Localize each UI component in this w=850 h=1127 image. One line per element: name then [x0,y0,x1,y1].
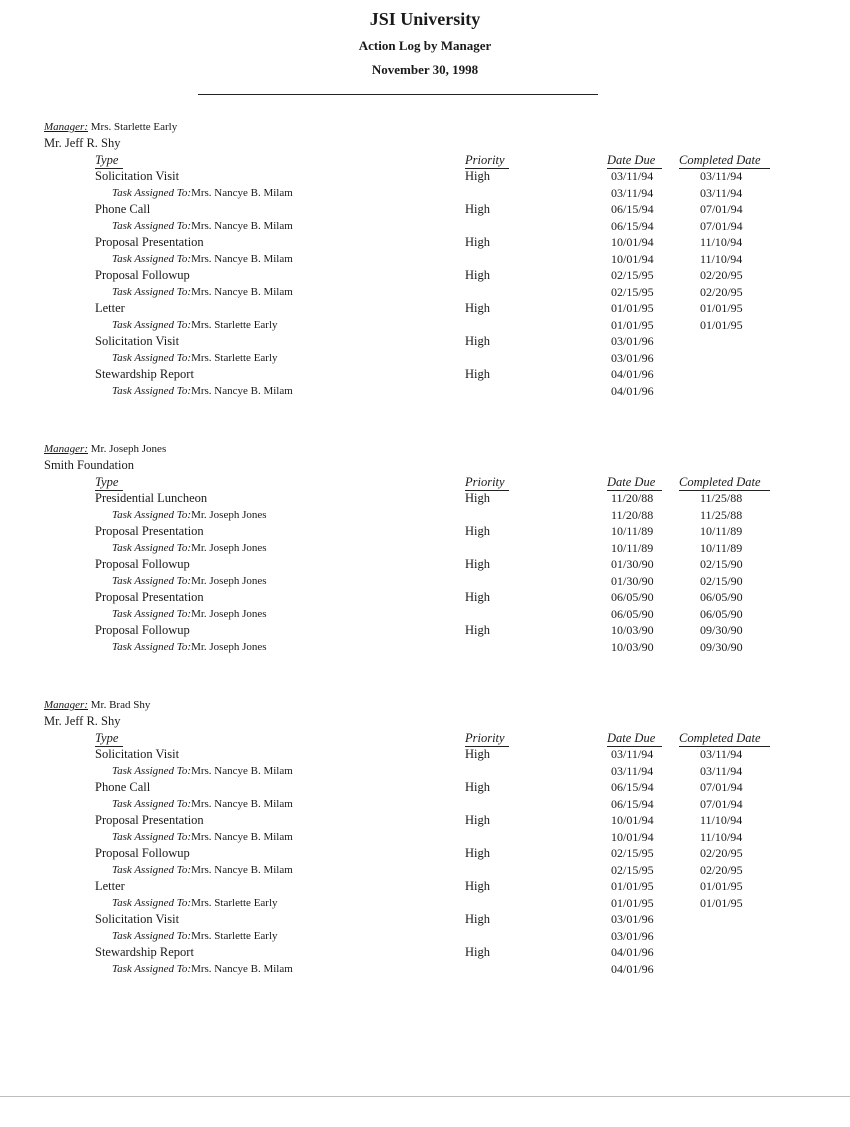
action-row [0,589,850,606]
action-date-due: 03/11/94 [611,747,654,761]
date-due-column-header: Date Due [607,730,662,747]
action-type: Solicitation Visit [95,334,180,348]
action-priority: High [465,945,490,959]
action-completed-date: 01/01/95 [700,879,743,893]
action-completed-date: 07/01/94 [700,202,743,216]
action-date-due: 01/30/90 [611,557,654,571]
task-date-due: 10/01/94 [611,829,654,844]
task-completed-date: 07/01/94 [700,796,743,811]
action-type: Phone Call [95,202,151,216]
action-date-due: 06/15/94 [611,780,654,794]
action-date-due: 03/01/96 [611,334,654,348]
type-column-header: Type [95,474,123,491]
task-date-due: 11/20/88 [611,507,654,522]
task-assigned-label: Task Assigned To: [112,640,192,653]
action-completed-date: 01/01/95 [700,301,743,315]
manager-line [44,697,850,713]
action-row [0,622,850,639]
task-assignee: Mr. Joseph Jones [191,640,267,653]
action-priority: High [465,491,490,505]
action-row [0,779,850,796]
action-priority: High [465,846,490,860]
account-name: Smith Foundation [44,458,134,472]
header-divider [198,94,598,95]
task-date-due: 04/01/96 [611,383,654,398]
task-completed-date: 01/01/95 [700,317,743,332]
task-assigned [112,540,267,557]
task-date-due: 01/01/95 [611,317,654,332]
task-completed-date: 07/01/94 [700,218,743,233]
task-assignee: Mrs. Nancye B. Milam [191,384,293,397]
task-assigned [112,284,293,301]
task-assigned-row [0,383,850,400]
task-assigned-label: Task Assigned To: [112,830,192,843]
task-completed-date: 02/15/90 [700,573,743,588]
task-assigned [112,796,293,813]
manager-section [0,119,850,399]
manager-sections [0,119,850,1019]
task-assignee: Mrs. Nancye B. Milam [191,285,293,298]
task-assignee: Mrs. Nancye B. Milam [191,219,293,232]
task-completed-date: 11/10/94 [700,829,743,844]
task-assignee: Mrs. Starlette Early [191,896,278,909]
task-date-due: 01/01/95 [611,895,654,910]
action-date-due: 02/15/95 [611,846,654,860]
task-assigned [112,350,278,367]
action-completed-date: 02/15/90 [700,557,743,571]
task-assigned [112,383,293,400]
task-assigned-label: Task Assigned To: [112,574,192,587]
account-name: Mr. Jeff R. Shy [44,714,121,728]
task-assigned-label: Task Assigned To: [112,285,192,298]
action-priority: High [465,747,490,761]
action-row [0,911,850,928]
action-priority: High [465,334,490,348]
manager-line [44,441,850,457]
action-row [0,168,850,185]
action-date-due: 03/01/96 [611,912,654,926]
task-assigned [112,639,267,656]
action-priority: High [465,235,490,249]
manager-label: Manager: [44,443,88,455]
action-type: Proposal Followup [95,557,190,571]
action-row [0,300,850,317]
manager-section [0,441,850,655]
task-date-due: 06/15/94 [611,796,654,811]
task-assignee: Mr. Joseph Jones [191,541,267,554]
action-date-due: 03/11/94 [611,169,654,183]
task-date-due: 10/01/94 [611,251,654,266]
task-assigned-row [0,796,850,813]
priority-column-header: Priority [465,730,509,747]
task-assignee: Mrs. Nancye B. Milam [191,830,293,843]
task-completed-date: 02/20/95 [700,862,743,877]
task-assigned-row [0,284,850,301]
task-assignee: Mrs. Starlette Early [191,351,278,364]
task-assigned [112,763,293,780]
action-completed-date: 02/20/95 [700,268,743,282]
task-date-due: 10/11/89 [611,540,654,555]
task-assigned-row [0,573,850,590]
action-date-due: 10/01/94 [611,813,654,827]
action-completed-date: 02/20/95 [700,846,743,860]
task-assignee: Mrs. Nancye B. Milam [191,186,293,199]
action-priority: High [465,524,490,538]
manager-label: Manager: [44,699,88,711]
action-row [0,812,850,829]
action-priority: High [465,202,490,216]
task-completed-date: 01/01/95 [700,895,743,910]
task-assigned-label: Task Assigned To: [112,962,192,975]
task-assigned-label: Task Assigned To: [112,863,192,876]
task-assignee: Mr. Joseph Jones [191,508,267,521]
task-date-due: 03/01/96 [611,350,654,365]
task-completed-date: 06/05/90 [700,606,743,621]
account-name: Mr. Jeff R. Shy [44,136,121,150]
task-date-due: 03/01/96 [611,928,654,943]
task-assigned-row [0,218,850,235]
task-assigned [112,251,293,268]
manager-label: Manager: [44,121,88,133]
column-headers [0,730,850,746]
task-date-due: 01/30/90 [611,573,654,588]
completed-date-column-header: Completed Date [679,730,770,747]
action-date-due: 04/01/96 [611,367,654,381]
column-headers [0,474,850,490]
action-row [0,523,850,540]
action-date-due: 11/20/88 [611,491,654,505]
task-completed-date: 02/20/95 [700,284,743,299]
action-date-due: 02/15/95 [611,268,654,282]
action-date-due: 10/11/89 [611,524,654,538]
column-headers [0,152,850,168]
task-assignee: Mrs. Nancye B. Milam [191,797,293,810]
task-assignee: Mrs. Nancye B. Milam [191,764,293,777]
action-priority: High [465,367,490,381]
task-assigned-row [0,961,850,978]
action-priority: High [465,879,490,893]
date-due-column-header: Date Due [607,152,662,169]
task-assigned-row [0,317,850,334]
action-priority: High [465,268,490,282]
task-assignee: Mrs. Starlette Early [191,318,278,331]
action-type: Proposal Presentation [95,813,204,827]
action-row [0,878,850,895]
task-date-due: 10/03/90 [611,639,654,654]
action-row [0,333,850,350]
action-type: Stewardship Report [95,367,194,381]
page-bottom-edge [0,1096,850,1097]
action-completed-date: 11/10/94 [700,235,743,249]
action-type: Solicitation Visit [95,169,180,183]
task-assigned [112,573,267,590]
task-assigned-row [0,895,850,912]
task-assigned-label: Task Assigned To: [112,318,192,331]
manager-section [0,697,850,977]
action-completed-date: 10/11/89 [700,524,743,538]
action-date-due: 01/01/95 [611,879,654,893]
task-assigned [112,507,267,524]
task-assigned-row [0,185,850,202]
action-type: Solicitation Visit [95,912,180,926]
action-date-due: 10/03/90 [611,623,654,637]
action-type: Proposal Presentation [95,235,204,249]
manager-name: Mr. Brad Shy [90,699,151,711]
manager-line [44,119,850,135]
action-row [0,201,850,218]
task-assigned-row [0,928,850,945]
type-column-header: Type [95,152,123,169]
action-type: Proposal Followup [95,846,190,860]
task-assigned-label: Task Assigned To: [112,252,192,265]
action-priority: High [465,301,490,315]
manager-name: Mrs. Starlette Early [90,121,178,133]
completed-date-column-header: Completed Date [679,152,770,169]
action-date-due: 01/01/95 [611,301,654,315]
task-assigned [112,928,278,945]
task-assigned-label: Task Assigned To: [112,929,192,942]
task-assigned-row [0,862,850,879]
action-priority: High [465,623,490,637]
action-completed-date: 03/11/94 [700,747,743,761]
action-type: Phone Call [95,780,151,794]
task-assigned-label: Task Assigned To: [112,384,192,397]
action-row [0,490,850,507]
task-assigned-label: Task Assigned To: [112,541,192,554]
priority-column-header: Priority [465,474,509,491]
completed-date-column-header: Completed Date [679,474,770,491]
action-type: Letter [95,301,125,315]
action-date-due: 04/01/96 [611,945,654,959]
task-assigned-row [0,251,850,268]
action-row [0,746,850,763]
action-completed-date: 11/10/94 [700,813,743,827]
action-list [0,168,850,399]
action-priority: High [465,780,490,794]
action-completed-date: 06/05/90 [700,590,743,604]
report-subtitle: Action Log by Manager [358,38,492,53]
task-assigned [112,895,278,912]
task-date-due: 03/11/94 [611,185,654,200]
task-completed-date: 11/10/94 [700,251,743,266]
report-header [0,8,850,78]
action-date-due: 06/15/94 [611,202,654,216]
task-assigned-row [0,606,850,623]
action-row [0,267,850,284]
task-assigned [112,862,293,879]
task-assignee: Mr. Joseph Jones [191,607,267,620]
type-column-header: Type [95,730,123,747]
task-assignee: Mrs. Nancye B. Milam [191,863,293,876]
task-completed-date: 10/11/89 [700,540,743,555]
action-type: Proposal Followup [95,268,190,282]
task-assigned-row [0,639,850,656]
task-date-due: 02/15/95 [611,284,654,299]
action-row [0,234,850,251]
task-assigned [112,185,293,202]
task-assigned-row [0,540,850,557]
action-type: Solicitation Visit [95,747,180,761]
action-date-due: 06/05/90 [611,590,654,604]
action-list [0,490,850,655]
task-assigned-row [0,507,850,524]
task-assigned-label: Task Assigned To: [112,764,192,777]
task-date-due: 02/15/95 [611,862,654,877]
task-assigned [112,218,293,235]
action-completed-date: 09/30/90 [700,623,743,637]
action-type: Proposal Presentation [95,590,204,604]
action-completed-date: 07/01/94 [700,780,743,794]
task-assigned-label: Task Assigned To: [112,607,192,620]
task-assigned [112,317,278,334]
action-type: Proposal Followup [95,623,190,637]
task-completed-date: 09/30/90 [700,639,743,654]
action-type: Presidential Luncheon [95,491,208,505]
task-assigned-label: Task Assigned To: [112,219,192,232]
task-date-due: 06/05/90 [611,606,654,621]
action-completed-date: 03/11/94 [700,169,743,183]
priority-column-header: Priority [465,152,509,169]
action-priority: High [465,169,490,183]
action-date-due: 10/01/94 [611,235,654,249]
task-assigned-label: Task Assigned To: [112,186,192,199]
task-assignee: Mrs. Nancye B. Milam [191,962,293,975]
task-assignee: Mrs. Starlette Early [191,929,278,942]
task-assigned-row [0,763,850,780]
task-assigned-label: Task Assigned To: [112,351,192,364]
task-completed-date: 11/25/88 [700,507,743,522]
task-assigned [112,606,267,623]
action-row [0,944,850,961]
task-assigned-row [0,350,850,367]
task-date-due: 03/11/94 [611,763,654,778]
task-assignee: Mrs. Nancye B. Milam [191,252,293,265]
action-priority: High [465,912,490,926]
action-priority: High [465,557,490,571]
report-title: JSI University [369,9,481,29]
report-date: November 30, 1998 [371,62,479,77]
action-type: Stewardship Report [95,945,194,959]
date-due-column-header: Date Due [607,474,662,491]
task-assigned-row [0,829,850,846]
action-list [0,746,850,977]
action-completed-date: 11/25/88 [700,491,743,505]
action-type: Proposal Presentation [95,524,204,538]
task-date-due: 06/15/94 [611,218,654,233]
task-completed-date: 03/11/94 [700,185,743,200]
task-assigned-label: Task Assigned To: [112,896,192,909]
task-assigned [112,829,293,846]
task-date-due: 04/01/96 [611,961,654,976]
action-row [0,366,850,383]
task-completed-date: 03/11/94 [700,763,743,778]
manager-name: Mr. Joseph Jones [90,443,167,455]
action-type: Letter [95,879,125,893]
action-row [0,556,850,573]
task-assigned [112,961,293,978]
action-priority: High [465,590,490,604]
action-priority: High [465,813,490,827]
action-row [0,845,850,862]
task-assigned-label: Task Assigned To: [112,508,192,521]
task-assignee: Mr. Joseph Jones [191,574,267,587]
task-assigned-label: Task Assigned To: [112,797,192,810]
